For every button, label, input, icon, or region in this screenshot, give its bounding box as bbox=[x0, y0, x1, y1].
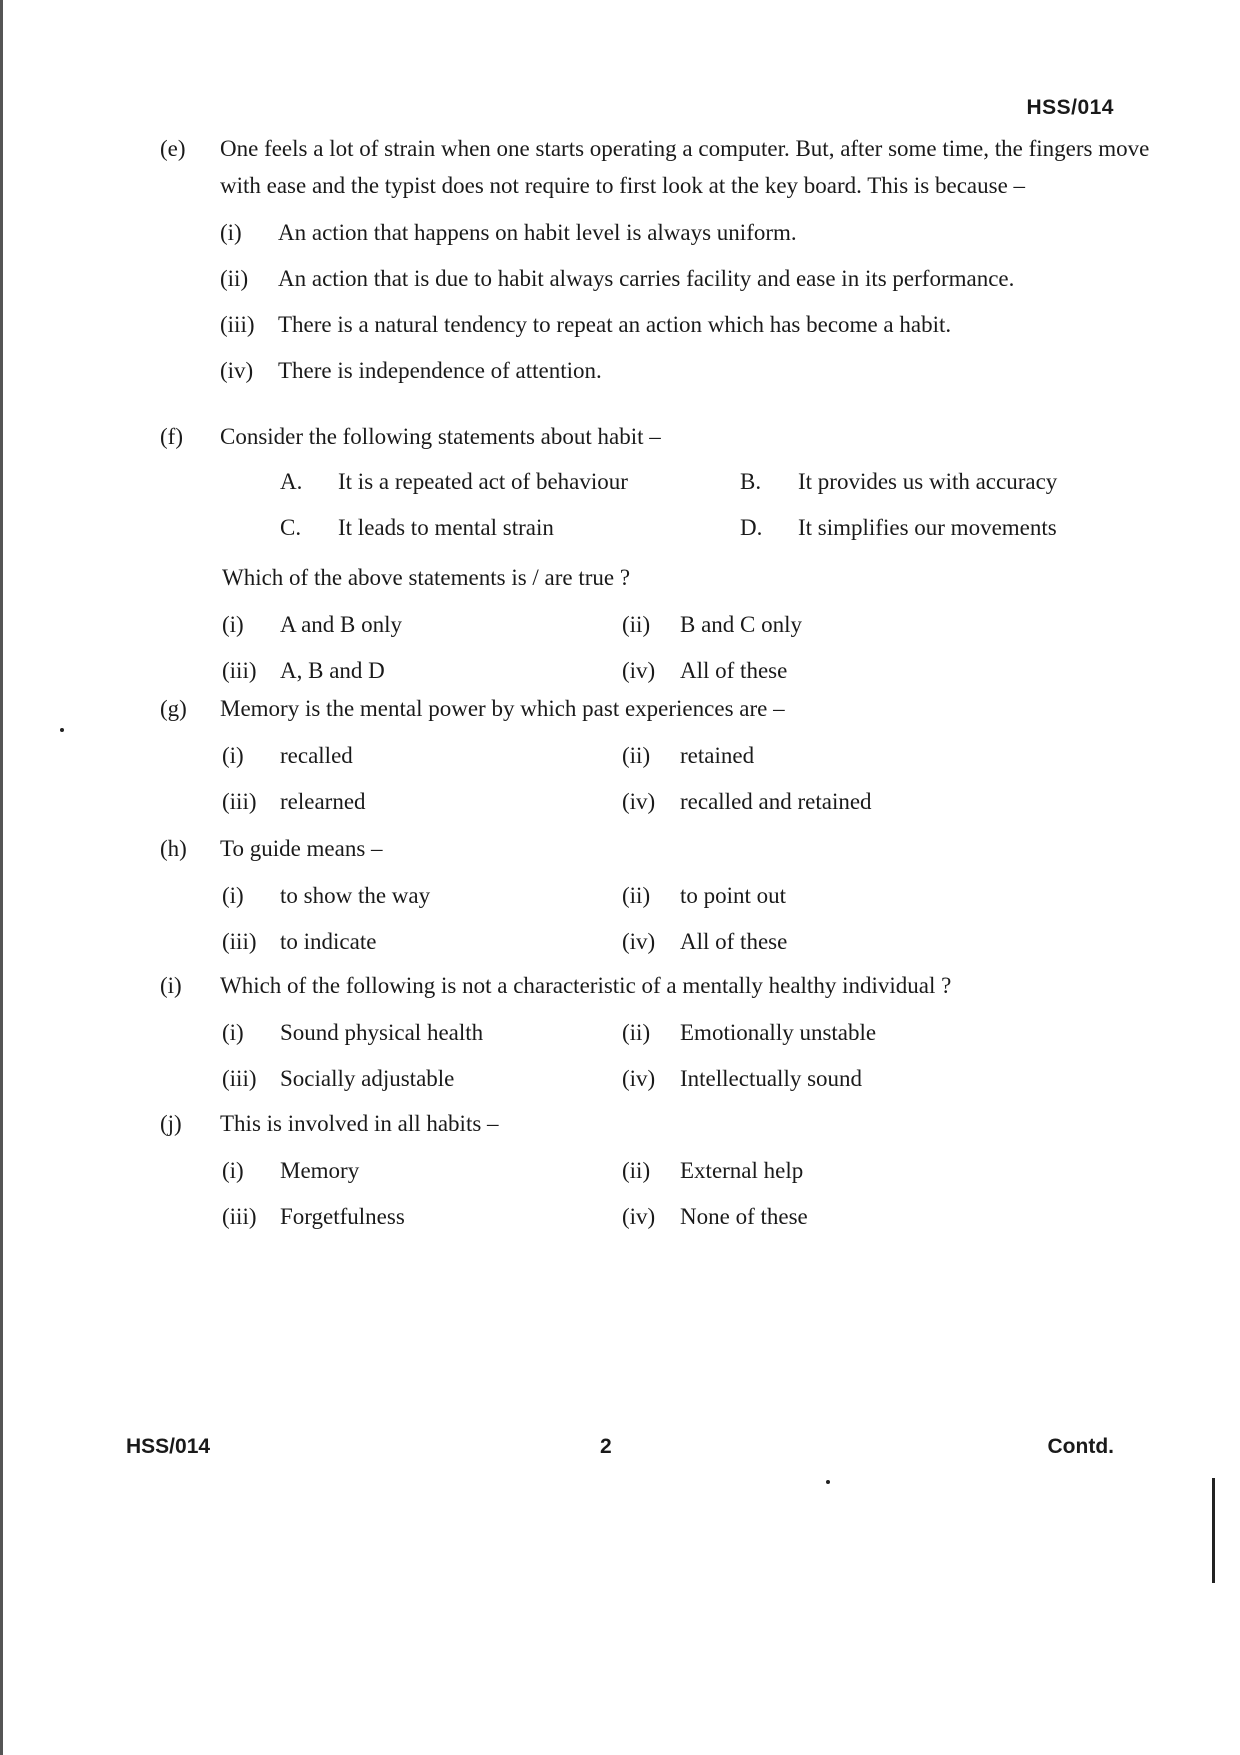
question-g bbox=[160, 690, 1120, 829]
statement-text: It provides us with accuracy bbox=[798, 469, 1058, 494]
option bbox=[622, 783, 872, 820]
option bbox=[220, 214, 1120, 260]
option-text: There is a natural tendency to repeat an action which has become a habit. bbox=[278, 312, 952, 337]
scan-edge-line bbox=[0, 0, 3, 1755]
question-stem: Which of the following is not a characteristic of a mentally healthy individual ? bbox=[220, 973, 952, 998]
option-label: (iii) bbox=[222, 1066, 257, 1091]
option-text: relearned bbox=[280, 789, 366, 814]
option-label: (i) bbox=[222, 612, 244, 637]
statement bbox=[280, 509, 554, 546]
statement bbox=[740, 509, 1057, 546]
option bbox=[222, 1198, 405, 1235]
option-label: (iii) bbox=[222, 789, 257, 814]
question-prompt: Which of the above statements is / are true ? bbox=[222, 565, 631, 590]
option-text: An action that happens on habit level is always uniform. bbox=[278, 220, 797, 245]
option-text: Sound physical health bbox=[280, 1020, 484, 1045]
option bbox=[222, 783, 366, 820]
option-label: (iii) bbox=[220, 312, 255, 337]
options-grid bbox=[222, 1152, 1120, 1244]
option-text: Forgetfulness bbox=[280, 1204, 405, 1229]
option-text: An action that is due to habit always carries facility and ease in its performance. bbox=[278, 266, 1015, 291]
statement-label: D. bbox=[740, 515, 763, 540]
scan-dot bbox=[826, 1480, 830, 1484]
statement-text: It leads to mental strain bbox=[338, 515, 554, 540]
option-label: (iv) bbox=[622, 658, 656, 683]
option bbox=[622, 923, 787, 960]
scan-edge-mark bbox=[1212, 1478, 1215, 1583]
option bbox=[622, 652, 787, 689]
option-label: (ii) bbox=[622, 743, 651, 768]
question-number: (h) bbox=[160, 836, 187, 861]
option-label: (iv) bbox=[622, 1066, 656, 1091]
options-list bbox=[220, 214, 1120, 398]
option-text: All of these bbox=[680, 929, 788, 954]
options-grid bbox=[222, 877, 1120, 969]
option-text: retained bbox=[680, 743, 755, 768]
option bbox=[622, 1014, 876, 1051]
option-label: (iii) bbox=[222, 1204, 257, 1229]
option-label: (iv) bbox=[622, 789, 656, 814]
option-text: Emotionally unstable bbox=[680, 1020, 877, 1045]
option-text: A, B and D bbox=[280, 658, 385, 683]
statement-text: It simplifies our movements bbox=[798, 515, 1057, 540]
option-text: Memory bbox=[280, 1158, 360, 1183]
question-number: (i) bbox=[160, 973, 182, 998]
statement-label: C. bbox=[280, 515, 302, 540]
option-label: (ii) bbox=[622, 883, 651, 908]
option bbox=[222, 737, 353, 774]
option bbox=[622, 877, 786, 914]
options-grid bbox=[222, 1014, 1120, 1106]
option bbox=[222, 1152, 359, 1189]
option bbox=[222, 923, 376, 960]
option-text: All of these bbox=[680, 658, 788, 683]
option-text: to indicate bbox=[280, 929, 377, 954]
option-text: B and C only bbox=[680, 612, 803, 637]
question-stem: Memory is the mental power by which past experiences are – bbox=[220, 696, 785, 721]
option-label: (iv) bbox=[622, 1204, 656, 1229]
option bbox=[222, 877, 430, 914]
question-i bbox=[160, 967, 1120, 1106]
options-grid bbox=[222, 606, 1120, 698]
option bbox=[622, 1060, 862, 1097]
option-label: (i) bbox=[222, 883, 244, 908]
paper-code-footer: HSS/014 bbox=[126, 1435, 211, 1458]
paper-code-header: HSS/014 bbox=[1026, 96, 1114, 119]
option-label: (ii) bbox=[622, 612, 651, 637]
option-label: (iii) bbox=[222, 658, 257, 683]
option-text: recalled bbox=[280, 743, 353, 768]
option-label: (ii) bbox=[220, 266, 249, 291]
page-number: 2 bbox=[600, 1435, 612, 1458]
option bbox=[622, 737, 754, 774]
question-stem: One feels a lot of strain when one starts operating a computer. But, after some time, the fingers move with ease and the typist does not require to first look at the key board. This is because – bbox=[220, 136, 1150, 198]
statement bbox=[740, 463, 1057, 500]
option-label: (ii) bbox=[622, 1158, 651, 1183]
option bbox=[220, 352, 1120, 398]
question-number: (g) bbox=[160, 696, 187, 721]
question-f bbox=[160, 418, 1120, 698]
option bbox=[220, 306, 1120, 352]
option-label: (i) bbox=[222, 743, 244, 768]
question-j bbox=[160, 1105, 1120, 1244]
question-stem: This is involved in all habits – bbox=[220, 1111, 499, 1136]
question-stem: Consider the following statements about habit – bbox=[220, 424, 661, 449]
option-text: to show the way bbox=[280, 883, 431, 908]
statement-label: A. bbox=[280, 469, 303, 494]
question-h bbox=[160, 830, 1120, 969]
scan-dot bbox=[60, 728, 64, 732]
statement bbox=[280, 463, 628, 500]
continued-label: Contd. bbox=[1047, 1435, 1114, 1458]
option-text: Socially adjustable bbox=[280, 1066, 455, 1091]
option-label: (iii) bbox=[222, 929, 257, 954]
option-text: External help bbox=[680, 1158, 804, 1183]
option bbox=[622, 1198, 808, 1235]
option-text: There is independence of attention. bbox=[278, 358, 602, 383]
statements-list bbox=[280, 463, 1120, 555]
option bbox=[622, 1152, 803, 1189]
option bbox=[222, 1060, 454, 1097]
option-text: to point out bbox=[680, 883, 787, 908]
option-label: (i) bbox=[220, 220, 242, 245]
question-number: (j) bbox=[160, 1111, 182, 1136]
options-grid bbox=[222, 737, 1120, 829]
question-number: (e) bbox=[160, 136, 186, 161]
option-label: (iv) bbox=[220, 358, 254, 383]
option-label: (ii) bbox=[622, 1020, 651, 1045]
option-text: Intellectually sound bbox=[680, 1066, 863, 1091]
option bbox=[222, 606, 402, 643]
statement-label: B. bbox=[740, 469, 762, 494]
option-label: (i) bbox=[222, 1158, 244, 1183]
option bbox=[222, 1014, 483, 1051]
question-e bbox=[160, 130, 1150, 398]
option-label: (iv) bbox=[622, 929, 656, 954]
option bbox=[622, 606, 802, 643]
question-stem: To guide means – bbox=[220, 836, 383, 861]
question-number: (f) bbox=[160, 424, 183, 449]
option-text: None of these bbox=[680, 1204, 808, 1229]
option-text: recalled and retained bbox=[680, 789, 872, 814]
statement-text: It is a repeated act of behaviour bbox=[338, 469, 628, 494]
option-label: (i) bbox=[222, 1020, 244, 1045]
option bbox=[222, 652, 385, 689]
option bbox=[220, 260, 1120, 306]
option-text: A and B only bbox=[280, 612, 403, 637]
